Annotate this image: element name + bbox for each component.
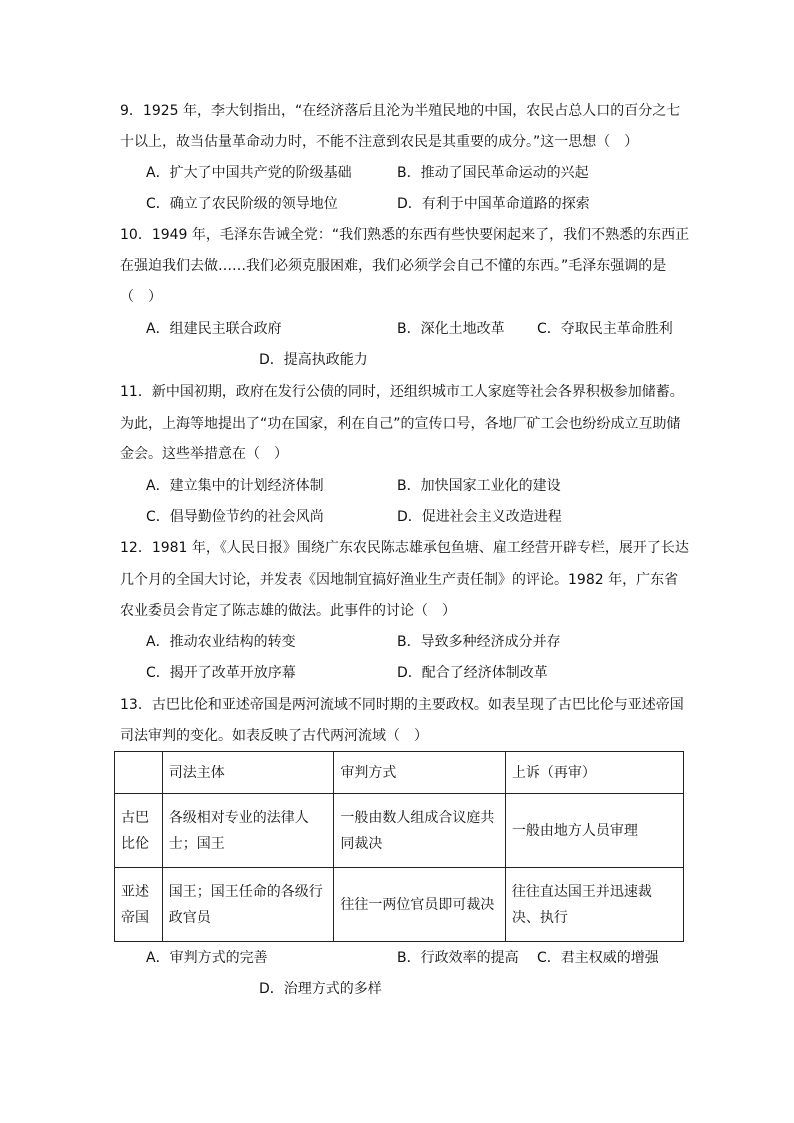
table-cell: 往往直达国王并迅速裁决、执行 bbox=[505, 868, 683, 942]
q11-option-d[interactable]: D．促进社会主义改造进程 bbox=[397, 509, 562, 525]
q13-option-b[interactable]: B．行政效率的提高 bbox=[397, 950, 519, 966]
q12-option-c[interactable]: C．揭开了改革开放序幕 bbox=[146, 665, 296, 681]
q10-option-c[interactable]: C．夺取民主革命胜利 bbox=[537, 321, 673, 337]
q10-stem-line-1: 10．1949 年，毛泽东告诫全党：“我们熟悉的东西有些快要闲起来了，我们不熟悉的东西正 bbox=[120, 227, 690, 243]
q12-option-b[interactable]: B．导致多种经济成分并存 bbox=[397, 634, 561, 650]
q13-option-c[interactable]: C．君主权威的增强 bbox=[537, 950, 659, 966]
q11-option-c[interactable]: C．倡导勤俭节约的社会风尚 bbox=[146, 509, 324, 525]
q10-option-a[interactable]: A．组建民主联合政府 bbox=[146, 321, 282, 337]
q12-stem-line-1: 12．1981 年，《人民日报》围绕广东农民陈志雄承包鱼塘、雇工经营开辟专栏，展开了长达 bbox=[120, 540, 689, 556]
q9-option-d[interactable]: D．有利于中国革命道路的探索 bbox=[397, 196, 590, 212]
q9-stem-line-1: 9．1925 年，李大钊指出，“在经济落后且沦为半殖民地的中国，农民占总人口的百分之七 bbox=[120, 103, 681, 119]
q13-option-a[interactable]: A．审判方式的完善 bbox=[146, 950, 268, 966]
table-row bbox=[115, 868, 684, 942]
q13-option-d[interactable]: D．治理方式的多样 bbox=[259, 981, 382, 997]
table-row bbox=[115, 794, 684, 868]
q12-stem-line-2: 几个月的全国大讨论，并发表《因地制宜搞好渔业生产责任制》的评论。1982 年，广东省 bbox=[120, 572, 679, 588]
table-header-cell bbox=[115, 752, 163, 794]
q9-option-c[interactable]: C．确立了农民阶级的领导地位 bbox=[146, 196, 338, 212]
table-header-cell: 司法主体 bbox=[162, 752, 334, 794]
q11-stem-line-1: 11．新中国初期，政府在发行公债的同时，还组织城市工人家庭等社会各界积极参加储蓄。 bbox=[120, 384, 684, 400]
q11-stem-line-3: 金会。这些举措意在（ ） bbox=[120, 446, 288, 462]
q9-stem-line-2: 十以上，故当估量革命动力时，不能不注意到农民是其重要的成分。”这一思想（ ） bbox=[120, 134, 639, 150]
table-header-cell: 审判方式 bbox=[334, 752, 506, 794]
table-cell: 一般由数人组成合议庭共同裁决 bbox=[334, 794, 506, 868]
q11-option-a[interactable]: A．建立集中的计划经济体制 bbox=[146, 478, 324, 494]
q10-option-b[interactable]: B．深化土地改革 bbox=[397, 321, 505, 337]
table-header-row bbox=[115, 752, 684, 794]
q13-stem-line-2: 司法审判的变化。如表反映了古代两河流域（ ） bbox=[120, 728, 428, 744]
table-cell: 国王；国王任命的各级行政官员 bbox=[162, 868, 334, 942]
q12-option-d[interactable]: D．配合了经济体制改革 bbox=[397, 665, 548, 681]
q9-option-b[interactable]: B．推动了国民革命运动的兴起 bbox=[397, 165, 589, 181]
q12-stem-line-3: 农业委员会肯定了陈志雄的做法。此事件的讨论（ ） bbox=[120, 603, 456, 619]
table-cell: 亚述帝国 bbox=[115, 868, 163, 942]
q12-option-a[interactable]: A．推动农业结构的转变 bbox=[146, 634, 296, 650]
q13-stem-line-1: 13．古巴比伦和亚述帝国是两河流域不同时期的主要政权。如表呈现了古巴比伦与亚述帝国 bbox=[120, 697, 684, 713]
q9-option-a[interactable]: A．扩大了中国共产党的阶级基础 bbox=[146, 165, 352, 181]
q10-option-d[interactable]: D．提高执政能力 bbox=[259, 352, 368, 368]
table-cell: 各级相对专业的法律人士；国王 bbox=[162, 794, 334, 868]
table-cell: 一般由地方人员审理 bbox=[505, 794, 683, 868]
q10-stem-line-2: 在强迫我们去做……我们必须克服困难，我们必须学会自己不懂的东西。”毛泽东强调的是 bbox=[120, 258, 667, 274]
judicial-comparison-table bbox=[114, 751, 684, 942]
q10-stem-line-3: （ ） bbox=[120, 289, 162, 305]
table-cell: 古巴比伦 bbox=[115, 794, 163, 868]
table-header-cell: 上诉（再审） bbox=[505, 752, 683, 794]
q11-stem-line-2: 为此，上海等地提出了“功在国家，利在自己”的宣传口号，各地厂矿工会也纷纷成立互助储 bbox=[120, 416, 681, 432]
q11-option-b[interactable]: B．加快国家工业化的建设 bbox=[397, 478, 561, 494]
table-cell: 往往一两位官员即可裁决 bbox=[334, 868, 506, 942]
